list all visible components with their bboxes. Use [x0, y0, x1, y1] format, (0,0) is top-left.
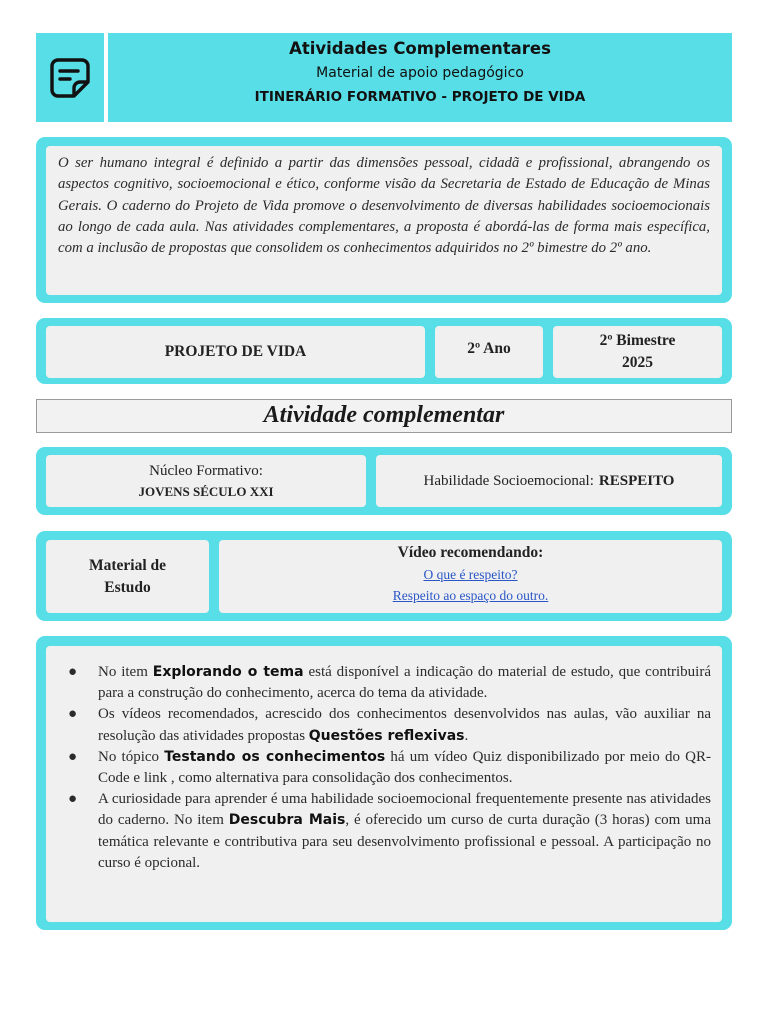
material-label-line1: Material de: [88, 556, 167, 574]
video-cell: [219, 540, 722, 613]
guidance-frame: [36, 636, 732, 930]
guidance-list: [46, 646, 722, 874]
highlight-explorando: Explorando o tema: [152, 664, 304, 680]
activity-title: Atividade complementar: [36, 399, 732, 433]
video-title: Vídeo recomendando:: [397, 544, 544, 561]
skill-cell: [376, 455, 722, 507]
list-item: ● A curiosidade para aprender é uma habilidade socioemocional frequentemente presente nas atividades do caderno. No item Descubra Mais, é oferecido um curso de curta duração (3 horas) com uma temática relevante e contributiva para seu desenvolvimento profissional e pessoal. A participação no curso é opcional.: [68, 791, 711, 871]
term-label: 2º Bimestre: [599, 332, 676, 349]
header-icon-box: [36, 33, 104, 122]
skill-label: Habilidade Socioemocional:: [423, 472, 594, 489]
year-cell: [435, 326, 543, 378]
skill-value: RESPEITO: [598, 472, 675, 489]
intro-text: O ser humano integral é definido a partir das dimensões pessoal, cidadã e profissional, abrangendo os aspectos cognitivo, socioemocional e ético, conforme visão da Secretaria de Estado de Educação de Minas Gerais. O caderno do Projeto de Vida promove o desenvolvimento de diversas habilidades socioemocionais ao longo de cada aula. Nas atividades complementares, a proposta é abordá-las de forma mais específica, com a inclusão de propostas que consolidem os conhecimentos adquiridos no 2º bimestre do 2º ano.: [58, 155, 710, 257]
video-link-respeito[interactable]: O que é respeito?: [423, 567, 518, 582]
list-item: ● No tópico Testando os conhecimentos há um vídeo Quiz disponibilizado por meio do QR-Code e link , como alternativa para consolidação dos conhecimentos.: [68, 748, 711, 787]
nucleus-label: Núcleo Formativo:: [149, 462, 263, 479]
header-subtitle: Material de apoio pedagógico: [316, 65, 524, 81]
term-year: 2025: [622, 354, 653, 371]
material-frame: [36, 531, 732, 621]
nucleus-value: JOVENS SÉCULO XXI: [138, 483, 274, 499]
highlight-testando: Testando os conhecimentos: [164, 748, 386, 765]
header-title: Atividades Complementares: [289, 39, 551, 58]
intro-panel: [46, 146, 722, 295]
nucleus-frame: [36, 447, 732, 515]
guidance-panel: [46, 646, 722, 922]
list-item: ● No item Explorando o tema está disponível a indicação do material de estudo, que contribuirá para a construção do conhecimento, acerca do tema da atividade.: [68, 664, 711, 702]
info-frame: [36, 318, 732, 384]
nucleus-cell: [46, 455, 366, 507]
material-label-line2: Estudo: [104, 578, 151, 596]
intro-frame: [36, 137, 732, 303]
header-text-block: [108, 33, 732, 122]
list-item: ● Os vídeos recomendados, acrescido dos conhecimentos desenvolvidos nas aulas, vão auxiliar na resolução das atividades propostas Questões reflexivas.: [68, 706, 711, 744]
material-label-cell: [46, 540, 209, 613]
header: [36, 33, 732, 122]
highlight-questoes: Questões reflexivas: [308, 727, 465, 744]
highlight-descubra: Descubra Mais: [228, 812, 346, 829]
subject-cell: [46, 326, 425, 378]
video-link-espaco[interactable]: Respeito ao espaço do outro.: [392, 588, 549, 603]
year-label: 2º Ano: [467, 340, 511, 357]
term-cell: [553, 326, 722, 378]
header-itinerary: ITINERÁRIO FORMATIVO - PROJETO DE VIDA: [254, 89, 586, 105]
sticky-note-icon: [48, 56, 92, 100]
subject-label: PROJETO DE VIDA: [164, 343, 307, 360]
